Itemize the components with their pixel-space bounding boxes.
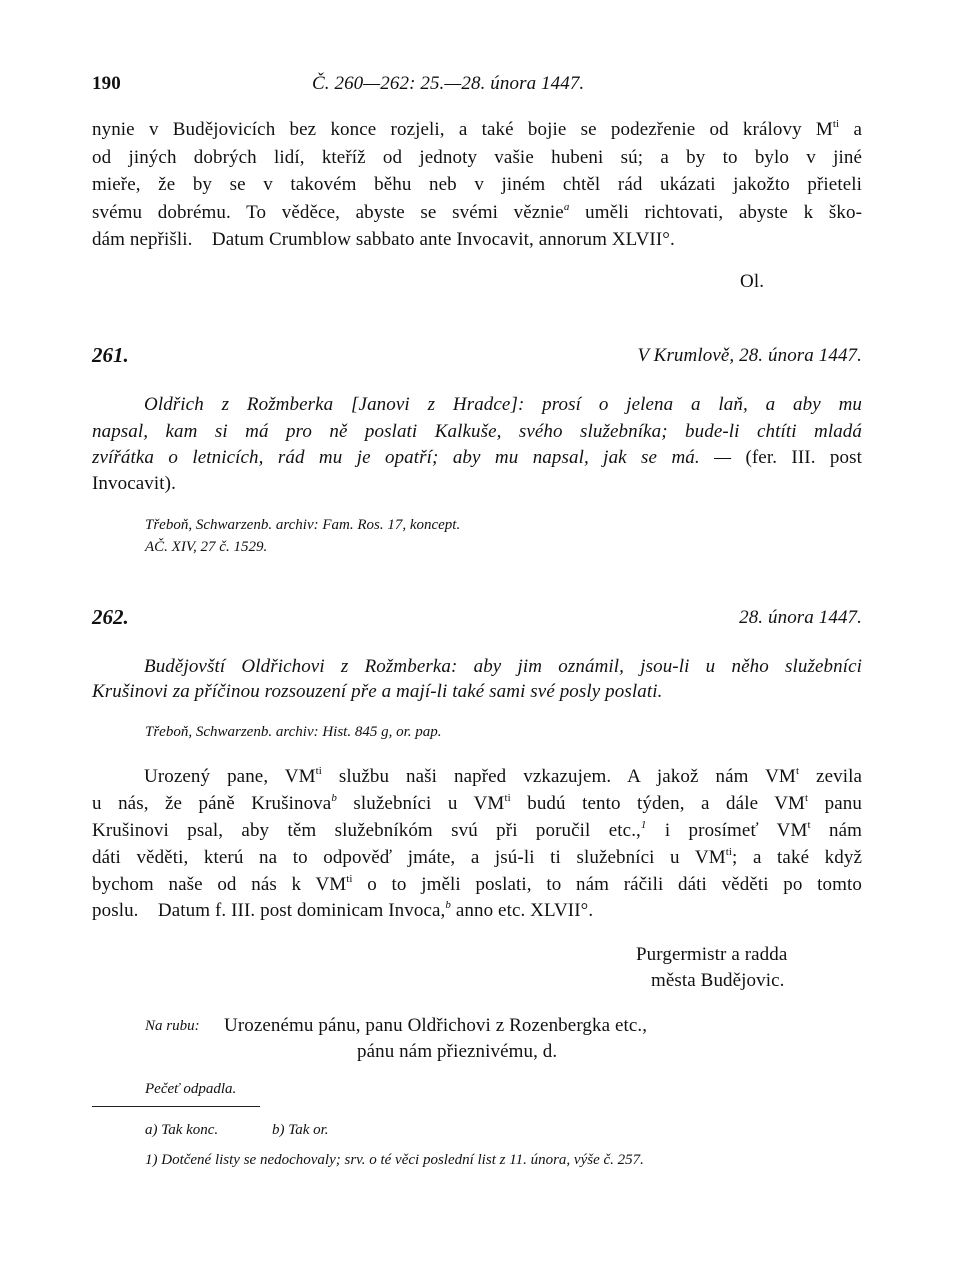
doc262-source: Třeboň, Schwarzenb. archiv: Hist. 845 g, or. pap. [145, 724, 442, 740]
doc261-place-date: V Krumlově, 28. února 1447. [637, 345, 862, 366]
doc260-line-2-text: od jiných dobrých lidí, kteříž od jednoty vašie hubeni sú; a by to bylo v jiné [92, 147, 862, 168]
doc261-regest-line-4: Invocavit). [92, 473, 176, 494]
doc262-dorse-line-1: Urozenému pánu, panu Oldřichovi z Rozenbergka etc., [224, 1015, 648, 1036]
doc260-signature: Ol. [740, 271, 765, 292]
doc262-text-line-6: poslu. Datum f. III. post dominicam Invoca,$^b$ anno etc. XLVII°. [92, 898, 594, 921]
doc261-number: 261. [92, 343, 129, 367]
doc260-line-1 [92, 119, 862, 141]
doc262-text-line-3: Krušinovi psal, aby těm služebníkóm svú při poručil etc.,$^1$ i prosímeť $VM^t$ nám [92, 818, 862, 841]
doc261-regest-line-3-text: zvířátka o letnicích, rád mu je opatří; aby mu napsal, jak se má. — [92, 447, 732, 468]
doc260-line-2 [92, 147, 862, 169]
doc260-line-4-text: svému dobrému. To věděce, abyste se svémi věznie [92, 202, 564, 223]
footnote-rule [92, 1106, 260, 1107]
doc262-text-line-4: dáti věděti, kterú na to odpověď jmáte, a jsú-li ti služebníci u $VM^{ti}$; a také když [92, 845, 862, 868]
doc261-regest-line-2-text: napsal, kam si má pro ně poslati Kalkuše, svého služebníka; bude-li chtíti mladá [92, 421, 862, 442]
footnote-1: 1) Dotčené listy se nedochovaly; srv. o té věci poslední list z 11. února, výše č. 257. [145, 1152, 644, 1168]
doc260-line-1-sup: ti [832, 117, 840, 130]
doc260-line-4 [92, 202, 862, 224]
doc262-dorse-label: Na rubu: [145, 1018, 200, 1034]
footnote-b: b) Tak or. [272, 1122, 329, 1138]
running-title: Č. 260—262: 25.—28. února 1447. [312, 73, 585, 94]
doc262-text-line-5: bychom naše od nás k $VM^{ti}$ o to jměli poslati, to nám ráčili dáti věděti po tomto [92, 872, 862, 895]
doc261-source-1: Třeboň, Schwarzenb. archiv: Fam. Ros. 17, koncept. [145, 517, 461, 533]
doc261-regest-line-1 [92, 394, 862, 416]
doc261-regest-line-1-text: Oldřich z Rožmberka [Janovi z Hradce]: prosí o jelena a laň, a aby mu [144, 394, 862, 415]
doc261-regest-line-3 [92, 447, 862, 469]
footnote-a: a) Tak konc. [145, 1122, 219, 1138]
doc260-line-4-sup: a [563, 200, 570, 213]
doc262-dorse-line-2: pánu nám přieznivému, d. [357, 1041, 558, 1062]
doc262-regest-line-1 [92, 656, 862, 678]
doc261-source-2: AČ. XIV, 27 č. 1529. [145, 539, 268, 555]
doc262-regest-line-2: Krušinovi za příčinou rozsouzení pře a mají-li také sami své posly poslati. [92, 681, 663, 702]
doc262-date: 28. února 1447. [739, 607, 862, 628]
doc262-text-line-1: Urozený pane, $VM^{ti}$ službu naši napřed vzkazujem. A jakož nám $VM^t$ zevila [144, 764, 863, 787]
doc260-line-5: dám nepřišli. Datum Crumblow sabbato ante Invocavit, annorum XLVII°. [92, 229, 675, 250]
doc260-line-3 [92, 174, 862, 196]
doc262-signature-1: Purgermistr a radda [636, 944, 788, 965]
doc261-regest-line-3-tail: (fer. III. post [731, 447, 863, 468]
doc262-text-line-2: u nás, že páně Krušinova$^b$ služebníci u $VM^{ti}$ budú tento týden, a dále $VM^t$ panu [92, 791, 863, 814]
doc260-line-1-tail: a [839, 119, 862, 140]
page-number: 190 [92, 73, 121, 94]
doc260-line-4-tail: uměli richtovati, abyste k ško- [569, 202, 862, 223]
doc262-seal-note: Pečeť odpadla. [145, 1081, 237, 1097]
doc262-number: 262. [92, 605, 129, 629]
doc262-regest-line-1-text: Budějovští Oldřichovi z Rožmberka: aby jim oznámil, jsou-li u něho služebníci [144, 656, 862, 677]
doc260-line-3-text: mieře, že by se v takovém běhu neb v jiném chtěl rád ukázati jakožto přieteli [92, 174, 862, 195]
doc260-line-1-text: nynie v Budějovicích bez konce rozjeli, a také bojie se podezřenie od královy M [92, 119, 833, 140]
doc262-signature-2: města Budějovic. [651, 970, 785, 991]
doc261-regest-line-2 [92, 421, 862, 443]
